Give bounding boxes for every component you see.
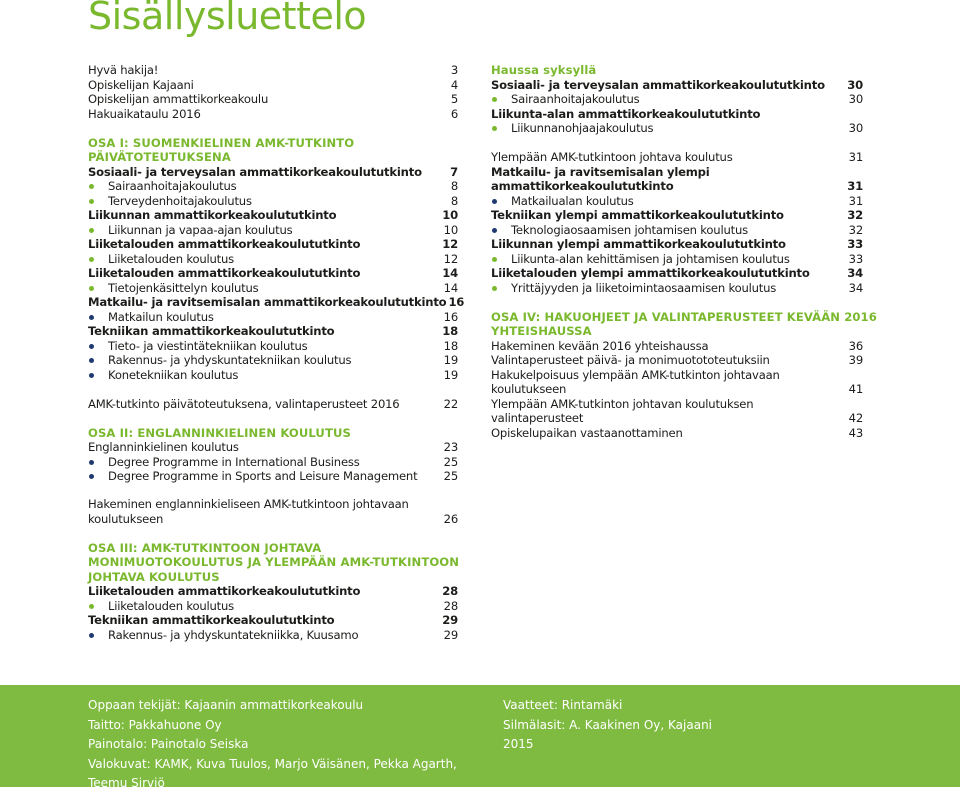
toc-entry[interactable] [88,339,458,354]
bullet-icon [492,286,497,291]
toc-entry-text: Liiketalouden koulutus [108,251,235,266]
toc-entry-text: Tekniikan ylempi ammattikorkeakoulututkinto [491,208,784,222]
autumn-group3 [491,179,863,295]
toc-entry[interactable] [88,353,458,368]
toc-page-number: 10 [442,208,458,222]
toc-entry-text: Teknologiaosaamisen johtamisen koulutus [511,222,748,237]
part3-entries [88,584,458,642]
toc-entry[interactable] [88,613,458,628]
toc-page-number: 31 [848,150,863,164]
toc-page-number: 3 [450,63,458,77]
toc-entry-text: Sosiaali- ja terveysalan ammattikorkeakoulututkinto [491,77,825,92]
toc-entry[interactable] [88,92,458,107]
toc-entry[interactable] [88,397,458,412]
toc-entry[interactable] [88,324,458,339]
part3-heading-line1: OSA III: AMK-TUTKINTOON JOHTAVA [88,540,322,555]
toc-entry-text: Ylempään AMK-tutkintoon johtava koulutus [491,150,733,164]
toc-entry-text: Liikunnan ylempi ammattikorkeakoulututkinto [491,237,786,251]
liikunta-heading: Liikunta-alan ammattikorkeakoulututkinto [491,106,761,121]
toc-entry[interactable] [491,208,863,223]
toc-entry[interactable] [88,78,458,93]
toc-page-number: 22 [443,396,458,411]
toc-page-number: 30 [847,77,863,92]
toc-entry[interactable] [88,440,458,455]
toc-left-bottom [88,497,458,642]
toc-entry[interactable] [88,599,458,614]
toc-page-number: 14 [442,266,458,280]
toc-page-number: 6 [450,106,458,121]
toc-entry[interactable] [88,165,458,180]
toc-entry[interactable] [88,628,458,643]
toc-page-number: 30 [848,121,863,135]
toc-entry-text: Opiskelijan Kajaani [88,77,194,92]
toc-page-number: 12 [443,251,458,266]
toc-entry-text: Liikunta-alan kehittämisen ja johtamisen koulutus [511,251,790,266]
toc-entry[interactable] [491,426,863,441]
toc-entry[interactable] [88,281,458,296]
toc-page-number: 30 [848,92,863,106]
autumn-heading: Haussa syksyllä [491,63,597,77]
toc-entry-text: Liiketalouden ammattikorkeakoulututkinto [88,584,361,598]
toc-entry[interactable] [491,179,863,194]
part4-group5 [491,382,863,397]
credits-footer [0,685,960,790]
toc-entry-text: Degree Programme in International Business [108,454,360,469]
toc-page-number: 5 [450,92,458,106]
toc-entry-text: Sairaanhoitajakoulutus [511,92,640,106]
toc-entry[interactable] [88,208,458,223]
toc-page-number: 19 [443,367,458,382]
toc-page-number: 43 [848,425,863,440]
toc-entry[interactable] [88,63,458,78]
toc-entry-text: Hakeminen kevään 2016 yhteishaussa [491,338,709,353]
bullet-icon [89,184,94,189]
toc-entry-text: AMK-tutkinto päivätoteutuksena, valintaperusteet 2016 [88,396,400,411]
toc-entry-text: Liiketalouden ammattikorkeakoulututkinto [88,266,361,280]
toc-page-number: 8 [450,179,458,193]
part4-group4 [491,339,863,368]
toc-page-number: 41 [848,382,863,396]
bullet-icon [89,604,94,609]
bullet-icon [492,199,497,204]
toc-entry-text: Liiketalouden koulutus [108,598,235,613]
toc-page-number: 28 [442,584,458,598]
toc-page-number: 31 [848,193,863,208]
credit-line: Oppaan tekijät: Kajaanin ammattikorkeakoulu [88,698,364,712]
ylempaan2-line1: Ylempään AMK-tutkinton johtavan koulutuksen [491,396,754,411]
page-title: Sisällysluettelo [88,0,367,38]
toc-entry-text: koulutukseen [88,511,164,526]
toc-entry-text: Tekniikan ammattikorkeakoulututkinto [88,324,335,338]
toc-entry-text: Tietojenkäsittelyn koulutus [108,280,259,295]
toc-page-number: 19 [443,353,458,367]
toc-page-number: 34 [847,266,863,280]
bullet-icon [492,126,497,131]
bullet-icon [89,373,94,378]
part3-heading-line2: MONIMUOTOKOULUTUS JA YLEMPÄÄN AMK-TUTKINTOON [88,555,460,569]
credit-line: Painotalo: Painotalo Seiska [88,737,249,751]
bullet-icon [89,460,94,465]
toc-entry-text: Sairaanhoitajakoulutus [108,179,237,193]
bullet-icon [492,228,497,233]
toc-page-number: 33 [848,251,863,266]
part1-entries [88,164,465,383]
toc-entry-text: Liikunnanohjaajakoulutus [511,121,654,135]
credit-line: Silmälasit: A. Kaakinen Oy, Kajaani [503,717,713,732]
toc-entry-text: Englanninkielinen koulutus [88,440,239,454]
bullet-icon [89,633,94,638]
toc-entry[interactable] [491,281,863,296]
toc-entry-text: Hakuaikataulu 2016 [88,106,201,121]
toc-entry[interactable] [88,237,458,252]
toc-page-number: 10 [443,222,458,237]
toc-entry[interactable] [88,295,465,310]
toc-page-number: 34 [848,280,863,295]
toc-page-number: 23 [443,440,458,454]
toc-entry[interactable] [88,584,458,599]
bullet-icon [492,257,497,262]
bullet-icon [89,315,94,320]
toc-page-number: 16 [448,295,465,309]
toc-entry[interactable] [88,266,458,281]
bullet-icon [89,474,94,479]
credits-column-2 [503,696,712,755]
toc-entry[interactable] [491,382,863,397]
hakeminen-line1: Hakeminen englanninkieliseen AMK-tutkintoon johtavaan [88,497,409,511]
part4-heading-line1: OSA IV: HAKUOHJEET JA VALINTAPERUSTEET KEVÄÄN 2016 [491,309,877,324]
part2-heading: OSA II: ENGLANNINKIELINEN KOULUTUS [88,425,351,440]
toc-entry[interactable] [88,455,458,470]
bullet-icon [492,97,497,102]
toc-entry[interactable] [88,252,458,267]
toc-page-number: 18 [443,338,458,353]
toc-page-number: 16 [443,309,458,324]
toc-page-number: 26 [443,511,458,526]
toc-page-number: 18 [442,324,458,338]
toc-page-number: 42 [848,411,863,425]
toc-entry[interactable] [491,194,863,209]
credit-line: Taitto: Pakkahuone Oy [88,717,222,732]
toc-entry[interactable] [88,469,458,484]
toc-page-number: 39 [848,353,863,367]
toc-page-number: 25 [443,469,458,483]
hakukelpoisuus-line1: Hakukelpoisuus ylempään AMK-tutkinton johtavaan [491,367,780,382]
toc-entry-text: Hyvä hakija! [88,63,159,77]
autumn-group1 [491,78,863,107]
credit-line: Teemu Sirviö [88,776,165,790]
credits-column-1 [88,696,457,794]
toc-entry-text: valintaperusteet [491,411,584,425]
toc-entry-text: Terveydenhoitajakoulutus [108,193,252,208]
toc-entry-text: Degree Programme in Sports and Leisure Management [108,469,418,483]
toc-page-number: 29 [443,627,458,642]
toc-page-number: 29 [442,613,458,627]
toc-page-number: 33 [847,237,863,251]
toc-page-number: 31 [847,179,863,193]
toc-entry[interactable] [88,368,458,383]
toc-entry-text: Opiskelijan ammattikorkeakoulu [88,92,269,106]
toc-right-column [491,63,877,440]
toc-entry-text: Liiketalouden ylempi ammattikorkeakoulututkinto [491,266,810,280]
toc-entry[interactable] [491,121,863,136]
bullet-icon [89,344,94,349]
toc-entry[interactable] [491,92,863,107]
credit-line: Vaatteet: Rintamäki [503,698,623,712]
toc-entry-text: Konetekniikan koulutus [108,367,239,382]
toc-page-number: 14 [443,280,458,295]
toc-entry-text: Matkailun koulutus [108,309,214,324]
toc-entry-text: Liiketalouden ammattikorkeakoulututkinto [88,237,361,251]
toc-entry-text: Liikunnan ja vapaa-ajan koulutus [108,222,293,237]
toc-entry-text: Valintaperusteet päivä- ja monimuotototeutuksiin [491,353,770,367]
toc-page-number: 32 [848,222,863,237]
toc-page-number: 12 [442,237,458,251]
toc-page-number: 25 [443,454,458,469]
credit-line: Valokuvat: KAMK, Kuva Tuulos, Marjo Väisänen, Pekka Agarth, [88,756,457,771]
matkailu-line1: Matkailu- ja ravitsemisalan ylempi [491,164,710,179]
toc-page-number: 28 [443,598,458,613]
toc-entry-text: Tekniikan ammattikorkeakoulututkinto [88,613,335,627]
toc-entry-text: ammattikorkeakoulututkinto [491,179,674,193]
toc-page-number: 32 [847,208,863,222]
bullet-icon [89,358,94,363]
toc-entry[interactable] [491,266,863,281]
bullet-icon [89,199,94,204]
toc-page-number: 4 [450,77,458,92]
bullet-icon [89,257,94,262]
part2-entries [88,440,458,484]
toc-entry[interactable] [88,107,458,122]
toc-entry[interactable] [88,194,458,209]
toc-entry[interactable] [491,353,863,368]
toc-entry-text: Rakennus- ja yhdyskuntatekniikka, Kuusamo [108,627,359,642]
part4-group6 [491,411,863,440]
ylempaan-entry [491,150,863,165]
bullet-icon [89,228,94,233]
toc-entry-text: koulutukseen [491,382,567,396]
toc-entry-text: Matkailualan koulutus [511,193,634,208]
part1-heading-line1: OSA I: SUOMENKIELINEN AMK-TUTKINTO [88,135,355,150]
toc-page-number: 7 [450,164,458,179]
toc-page-number: 8 [450,193,458,208]
toc-entry[interactable] [491,223,863,238]
toc-page-number: 36 [848,338,863,353]
part3-heading-line3: JOHTAVA KOULUTUS [88,569,220,584]
part4-heading-line2: YHTEISHAUSSA [491,324,592,338]
toc-entry-text: Matkailu- ja ravitsemisalan ammattikorkeakoulututkinto [88,295,447,309]
hakeminen-entry[interactable] [88,512,458,527]
toc-entry[interactable] [491,339,863,354]
toc-entry-text: Rakennus- ja yhdyskuntatekniikan koulutus [108,353,352,367]
toc-entry-text: Liikunnan ammattikorkeakoulututkinto [88,208,337,222]
toc-entry[interactable] [88,223,458,238]
toc-entry-text: Tieto- ja viestintätekniikan koulutus [108,338,308,353]
toc-entry[interactable] [491,411,863,426]
toc-entry[interactable] [491,237,863,252]
toc-entry[interactable] [491,150,863,165]
toc-intro-list [88,63,458,121]
toc-left-column [88,63,465,484]
toc-entry[interactable] [88,310,458,325]
toc-entry-text: Yrittäjyyden ja liiketoimintaosaamisen koulutus [511,280,777,295]
toc-entry[interactable] [491,78,863,93]
bullet-icon [89,286,94,291]
part1-heading-line2: PÄIVÄTOTEUTUKSENA [88,150,231,164]
toc-entry-text: Sosiaali- ja terveysalan ammattikorkeakoulututkinto [88,164,422,179]
toc-entry-text: Opiskelupaikan vastaanottaminen [491,425,683,440]
autumn-group2 [491,121,863,136]
credit-line: 2015 [503,737,534,751]
part1-after [88,397,458,412]
toc-entry[interactable] [491,252,863,267]
toc-entry[interactable] [88,179,458,194]
